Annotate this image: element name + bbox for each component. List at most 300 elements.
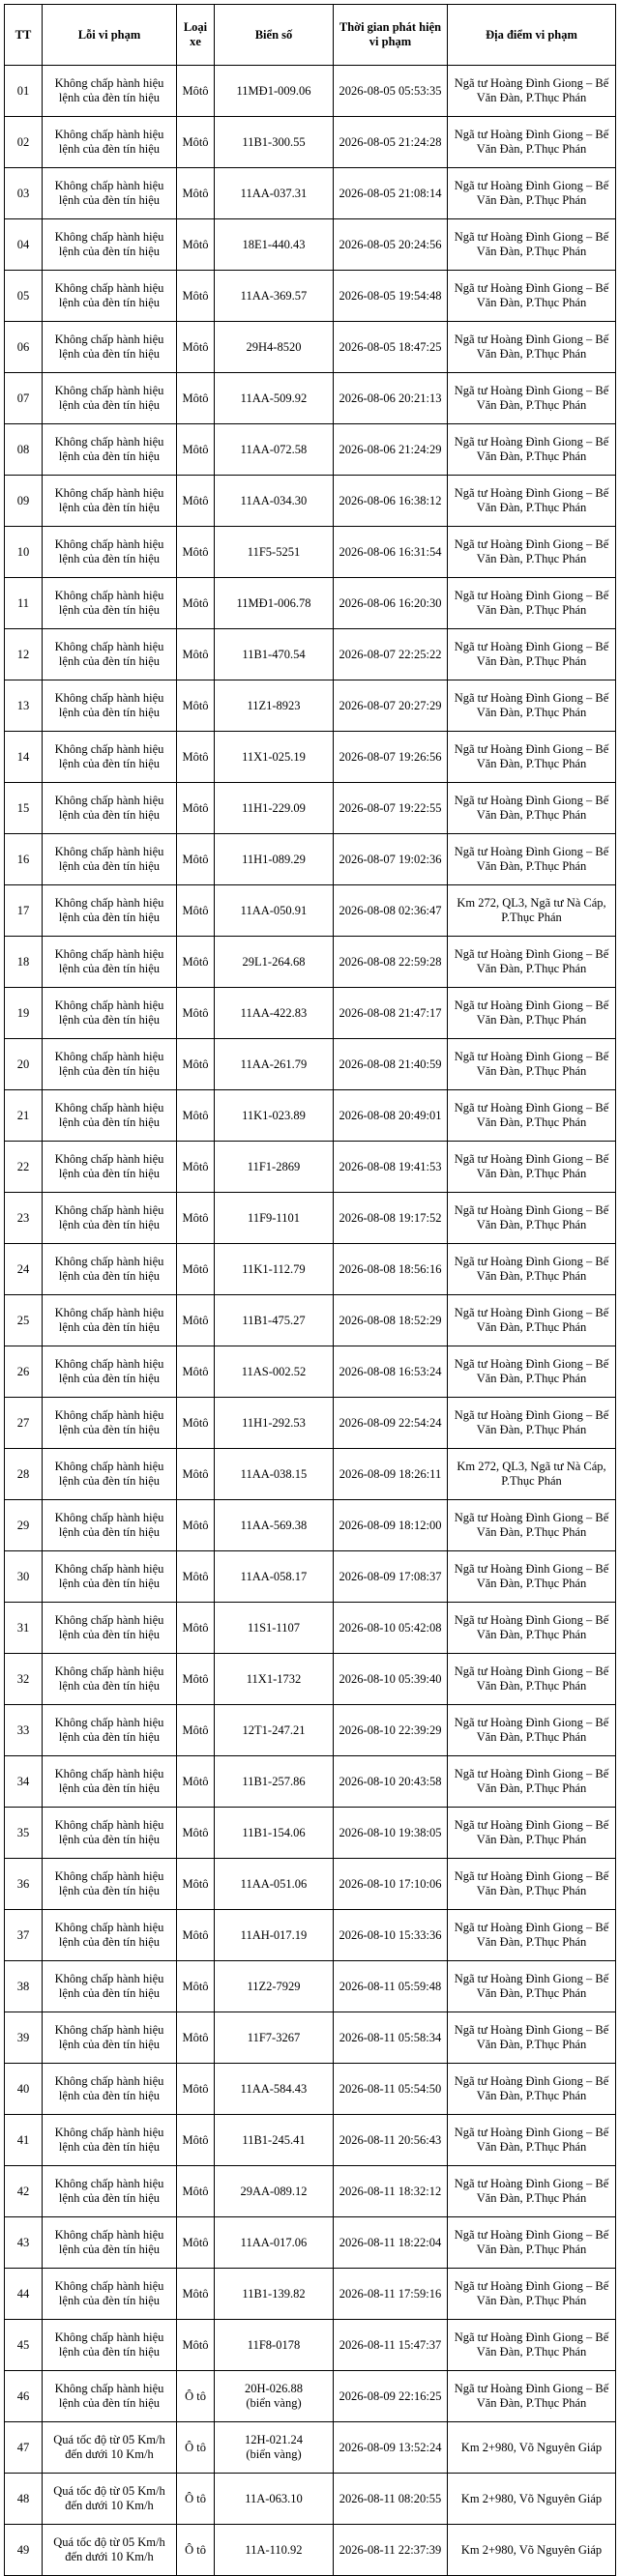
table-row xyxy=(5,322,616,373)
plate-number: 11AA-058.17 xyxy=(240,1569,308,1583)
cell-tt: 22 xyxy=(5,1142,43,1193)
table-row xyxy=(5,1961,616,2012)
plate-number: 18E1-440.43 xyxy=(242,237,306,251)
table-row xyxy=(5,1295,616,1346)
table-row xyxy=(5,1910,616,1961)
cell-vehicle-type: Môtô xyxy=(177,1244,215,1295)
plate-number: 11AA-261.79 xyxy=(240,1056,308,1071)
cell-plate xyxy=(215,1090,334,1142)
cell-plate xyxy=(215,885,334,937)
plate-number: 11AA-017.06 xyxy=(240,2235,308,2249)
cell-violation: Không chấp hành hiệu lệnh của đèn tín hiệu xyxy=(43,373,177,424)
plate-note: (biển vàng) xyxy=(246,2447,302,2461)
cell-violation: Không chấp hành hiệu lệnh của đèn tín hiệu xyxy=(43,2115,177,2166)
cell-tt: 17 xyxy=(5,885,43,937)
table-row xyxy=(5,2115,616,2166)
cell-vehicle-type: Môtô xyxy=(177,373,215,424)
table-row xyxy=(5,937,616,988)
cell-plate xyxy=(215,117,334,168)
cell-violation: Không chấp hành hiệu lệnh của đèn tín hiệu xyxy=(43,1910,177,1961)
cell-plate xyxy=(215,1346,334,1398)
cell-time: 2026-08-08 18:52:29 xyxy=(334,1295,448,1346)
cell-tt: 20 xyxy=(5,1039,43,1090)
plate-number: 11B1-475.27 xyxy=(242,1313,306,1327)
table-row xyxy=(5,2474,616,2525)
cell-time: 2026-08-08 22:59:28 xyxy=(334,937,448,988)
cell-violation: Không chấp hành hiệu lệnh của đèn tín hiệu xyxy=(43,2217,177,2269)
cell-violation: Không chấp hành hiệu lệnh của đèn tín hiệu xyxy=(43,1808,177,1859)
plate-number: 11Z2-7929 xyxy=(247,1979,301,1993)
plate-number: 11B1-139.82 xyxy=(242,2286,306,2301)
table-row xyxy=(5,732,616,783)
cell-location: Ngã tư Hoàng Đình Giong – Bế Văn Đàn, P.Thục Phán xyxy=(448,2371,616,2422)
cell-time: 2026-08-05 18:47:25 xyxy=(334,322,448,373)
cell-location: Ngã tư Hoàng Đình Giong – Bế Văn Đàn, P.Thục Phán xyxy=(448,1705,616,1756)
table-row xyxy=(5,2525,616,2576)
cell-time: 2026-08-05 21:08:14 xyxy=(334,168,448,219)
cell-vehicle-type: Môtô xyxy=(177,476,215,527)
cell-location: Ngã tư Hoàng Đình Giong – Bế Văn Đàn, P.Thục Phán xyxy=(448,1910,616,1961)
cell-time: 2026-08-10 17:10:06 xyxy=(334,1859,448,1910)
cell-location: Km 272, QL3, Ngã tư Nà Cáp, P.Thục Phán xyxy=(448,885,616,937)
cell-plate xyxy=(215,988,334,1039)
table-row xyxy=(5,527,616,578)
cell-time: 2026-08-07 19:22:55 xyxy=(334,783,448,834)
table-row xyxy=(5,2320,616,2371)
cell-plate xyxy=(215,373,334,424)
cell-violation: Quá tốc độ từ 05 Km/h đến dưới 10 Km/h xyxy=(43,2525,177,2576)
plate-number: 29AA-089.12 xyxy=(240,2184,308,2198)
table-row xyxy=(5,1705,616,1756)
cell-tt: 26 xyxy=(5,1346,43,1398)
cell-tt: 27 xyxy=(5,1398,43,1449)
cell-tt: 42 xyxy=(5,2166,43,2217)
cell-vehicle-type: Môtô xyxy=(177,1705,215,1756)
cell-vehicle-type: Môtô xyxy=(177,885,215,937)
cell-vehicle-type: Môtô xyxy=(177,834,215,885)
cell-time: 2026-08-11 22:37:39 xyxy=(334,2525,448,2576)
cell-plate xyxy=(215,2064,334,2115)
cell-plate xyxy=(215,1500,334,1551)
cell-location: Ngã tư Hoàng Đình Giong – Bế Văn Đàn, P.Thục Phán xyxy=(448,2115,616,2166)
cell-vehicle-type: Ô tô xyxy=(177,2422,215,2474)
table-row xyxy=(5,2012,616,2064)
cell-location: Ngã tư Hoàng Đình Giong – Bế Văn Đàn, P.Thục Phán xyxy=(448,988,616,1039)
table-row xyxy=(5,1346,616,1398)
cell-vehicle-type: Môtô xyxy=(177,680,215,732)
cell-plate xyxy=(215,1142,334,1193)
cell-tt: 33 xyxy=(5,1705,43,1756)
cell-violation: Không chấp hành hiệu lệnh của đèn tín hiệu xyxy=(43,476,177,527)
cell-time: 2026-08-07 19:26:56 xyxy=(334,732,448,783)
cell-plate xyxy=(215,1654,334,1705)
table-row xyxy=(5,1654,616,1705)
plate-number: 11F8-0178 xyxy=(247,2337,301,2352)
cell-violation: Không chấp hành hiệu lệnh của đèn tín hiệu xyxy=(43,219,177,271)
cell-time: 2026-08-08 18:56:16 xyxy=(334,1244,448,1295)
cell-plate xyxy=(215,1961,334,2012)
cell-tt: 18 xyxy=(5,937,43,988)
cell-vehicle-type: Môtô xyxy=(177,2115,215,2166)
cell-plate xyxy=(215,1449,334,1500)
cell-vehicle-type: Môtô xyxy=(177,1551,215,1603)
cell-tt: 12 xyxy=(5,629,43,680)
cell-location: Ngã tư Hoàng Đình Giong – Bế Văn Đàn, P.Thục Phán xyxy=(448,1346,616,1398)
cell-tt: 39 xyxy=(5,2012,43,2064)
table-row xyxy=(5,168,616,219)
cell-violation: Không chấp hành hiệu lệnh của đèn tín hiệu xyxy=(43,1654,177,1705)
cell-location: Ngã tư Hoàng Đình Giong – Bế Văn Đàn, P.Thục Phán xyxy=(448,1654,616,1705)
plate-number: 11AA-051.06 xyxy=(240,1876,308,1891)
cell-plate xyxy=(215,1551,334,1603)
cell-vehicle-type: Môtô xyxy=(177,1603,215,1654)
cell-plate xyxy=(215,1603,334,1654)
cell-plate xyxy=(215,1859,334,1910)
plate-number: 11AA-584.43 xyxy=(240,2081,308,2096)
table-row xyxy=(5,2217,616,2269)
cell-tt: 29 xyxy=(5,1500,43,1551)
cell-time: 2026-08-08 16:53:24 xyxy=(334,1346,448,1398)
plate-number: 11B1-154.06 xyxy=(242,1825,306,1839)
cell-location: Ngã tư Hoàng Đình Giong – Bế Văn Đàn, P.Thục Phán xyxy=(448,1500,616,1551)
cell-tt: 31 xyxy=(5,1603,43,1654)
cell-violation: Không chấp hành hiệu lệnh của đèn tín hiệu xyxy=(43,834,177,885)
cell-vehicle-type: Môtô xyxy=(177,1859,215,1910)
cell-time: 2026-08-09 18:12:00 xyxy=(334,1500,448,1551)
plate-number: 11F5-5251 xyxy=(247,544,301,559)
cell-location: Ngã tư Hoàng Đình Giong – Bế Văn Đàn, P.Thục Phán xyxy=(448,1756,616,1808)
plate-number: 20H-026.88 xyxy=(244,2382,304,2395)
cell-tt: 08 xyxy=(5,424,43,476)
cell-tt: 38 xyxy=(5,1961,43,2012)
cell-time: 2026-08-11 18:22:04 xyxy=(334,2217,448,2269)
cell-plate xyxy=(215,732,334,783)
cell-tt: 28 xyxy=(5,1449,43,1500)
cell-violation: Không chấp hành hiệu lệnh của đèn tín hiệu xyxy=(43,885,177,937)
table-row xyxy=(5,476,616,527)
cell-plate xyxy=(215,1244,334,1295)
cell-violation: Không chấp hành hiệu lệnh của đèn tín hiệu xyxy=(43,2371,177,2422)
header-vehicle-type: Loại xe xyxy=(177,5,215,66)
cell-location: Km 272, QL3, Ngã tư Nà Cáp, P.Thục Phán xyxy=(448,1449,616,1500)
cell-time: 2026-08-05 20:24:56 xyxy=(334,219,448,271)
cell-location: Ngã tư Hoàng Đình Giong – Bế Văn Đàn, P.Thục Phán xyxy=(448,1859,616,1910)
cell-time: 2026-08-09 18:26:11 xyxy=(334,1449,448,1500)
table-row xyxy=(5,783,616,834)
cell-location: Ngã tư Hoàng Đình Giong – Bế Văn Đàn, P.Thục Phán xyxy=(448,732,616,783)
table-row xyxy=(5,1398,616,1449)
cell-vehicle-type: Môtô xyxy=(177,2166,215,2217)
plate-number: 11AA-050.91 xyxy=(240,903,308,917)
cell-vehicle-type: Môtô xyxy=(177,1398,215,1449)
cell-plate xyxy=(215,2525,334,2576)
cell-plate xyxy=(215,2474,334,2525)
plate-number: 11S1-1107 xyxy=(248,1620,300,1635)
cell-location: Ngã tư Hoàng Đình Giong – Bế Văn Đàn, P.Thục Phán xyxy=(448,117,616,168)
plate-number: 11B1-470.54 xyxy=(242,647,306,661)
cell-vehicle-type: Môtô xyxy=(177,2012,215,2064)
plate-number: 11X1-1732 xyxy=(246,1671,302,1686)
header-location: Địa điểm vi phạm xyxy=(448,5,616,66)
table-row xyxy=(5,2064,616,2115)
plate-number: 11F7-3267 xyxy=(247,2030,301,2044)
cell-time: 2026-08-08 19:17:52 xyxy=(334,1193,448,1244)
cell-location: Ngã tư Hoàng Đình Giong – Bế Văn Đàn, P.Thục Phán xyxy=(448,1039,616,1090)
plate-number: 11H1-229.09 xyxy=(242,800,306,815)
table-row xyxy=(5,2166,616,2217)
plate-number: 11AA-072.58 xyxy=(240,442,308,456)
cell-violation: Không chấp hành hiệu lệnh của đèn tín hiệu xyxy=(43,424,177,476)
cell-tt: 19 xyxy=(5,988,43,1039)
cell-tt: 40 xyxy=(5,2064,43,2115)
cell-vehicle-type: Môtô xyxy=(177,783,215,834)
plate-number: 29H4-8520 xyxy=(246,339,302,354)
cell-violation: Không chấp hành hiệu lệnh của đèn tín hiệu xyxy=(43,988,177,1039)
cell-plate xyxy=(215,2371,334,2422)
cell-violation: Không chấp hành hiệu lệnh của đèn tín hiệu xyxy=(43,578,177,629)
plate-number: 11AA-369.57 xyxy=(240,288,308,303)
cell-plate xyxy=(215,578,334,629)
cell-vehicle-type: Môtô xyxy=(177,1654,215,1705)
table-row xyxy=(5,2371,616,2422)
plate-number: 11F1-2869 xyxy=(247,1159,301,1173)
cell-violation: Không chấp hành hiệu lệnh của đèn tín hiệu xyxy=(43,2166,177,2217)
cell-vehicle-type: Môtô xyxy=(177,322,215,373)
cell-time: 2026-08-10 22:39:29 xyxy=(334,1705,448,1756)
cell-location: Km 2+980, Võ Nguyên Giáp xyxy=(448,2474,616,2525)
plate-number: 11F9-1101 xyxy=(248,1210,300,1225)
cell-time: 2026-08-06 16:20:30 xyxy=(334,578,448,629)
cell-location: Ngã tư Hoàng Đình Giong – Bế Văn Đàn, P.Thục Phán xyxy=(448,219,616,271)
plate-number: 29L1-264.68 xyxy=(242,954,306,969)
cell-tt: 03 xyxy=(5,168,43,219)
cell-location: Ngã tư Hoàng Đình Giong – Bế Văn Đàn, P.Thục Phán xyxy=(448,834,616,885)
cell-plate xyxy=(215,2217,334,2269)
cell-violation: Quá tốc độ từ 05 Km/h đến dưới 10 Km/h xyxy=(43,2422,177,2474)
cell-time: 2026-08-08 21:47:17 xyxy=(334,988,448,1039)
cell-plate xyxy=(215,66,334,117)
cell-violation: Không chấp hành hiệu lệnh của đèn tín hiệu xyxy=(43,937,177,988)
cell-violation: Không chấp hành hiệu lệnh của đèn tín hiệu xyxy=(43,1859,177,1910)
plate-number: 11B1-257.86 xyxy=(242,1774,306,1788)
cell-plate xyxy=(215,1756,334,1808)
cell-violation: Không chấp hành hiệu lệnh của đèn tín hiệu xyxy=(43,271,177,322)
cell-tt: 44 xyxy=(5,2269,43,2320)
cell-vehicle-type: Môtô xyxy=(177,1961,215,2012)
cell-violation: Không chấp hành hiệu lệnh của đèn tín hiệu xyxy=(43,322,177,373)
cell-location: Ngã tư Hoàng Đình Giong – Bế Văn Đàn, P.Thục Phán xyxy=(448,680,616,732)
cell-tt: 37 xyxy=(5,1910,43,1961)
plate-number: 11AA-509.92 xyxy=(240,391,308,405)
cell-tt: 21 xyxy=(5,1090,43,1142)
table-row xyxy=(5,1244,616,1295)
cell-vehicle-type: Môtô xyxy=(177,66,215,117)
cell-vehicle-type: Môtô xyxy=(177,219,215,271)
cell-vehicle-type: Môtô xyxy=(177,1910,215,1961)
table-body xyxy=(5,66,616,2576)
cell-vehicle-type: Môtô xyxy=(177,2320,215,2371)
cell-tt: 14 xyxy=(5,732,43,783)
cell-tt: 10 xyxy=(5,527,43,578)
plate-number: 11H1-089.29 xyxy=(242,852,306,866)
cell-tt: 32 xyxy=(5,1654,43,1705)
plate-number: 11AA-037.31 xyxy=(240,186,308,200)
cell-time: 2026-08-09 22:16:25 xyxy=(334,2371,448,2422)
cell-time: 2026-08-06 16:38:12 xyxy=(334,476,448,527)
table-row xyxy=(5,1142,616,1193)
plate-number: 11B1-300.55 xyxy=(242,134,306,149)
cell-plate xyxy=(215,2115,334,2166)
cell-plate xyxy=(215,1705,334,1756)
table-row xyxy=(5,1449,616,1500)
cell-violation: Không chấp hành hiệu lệnh của đèn tín hiệu xyxy=(43,732,177,783)
table-row xyxy=(5,271,616,322)
cell-plate xyxy=(215,1398,334,1449)
cell-tt: 24 xyxy=(5,1244,43,1295)
cell-violation: Không chấp hành hiệu lệnh của đèn tín hiệu xyxy=(43,2320,177,2371)
plate-number: 11MĐ1-009.06 xyxy=(236,83,311,98)
table-row xyxy=(5,117,616,168)
cell-vehicle-type: Môtô xyxy=(177,271,215,322)
cell-tt: 16 xyxy=(5,834,43,885)
cell-tt: 36 xyxy=(5,1859,43,1910)
cell-location: Ngã tư Hoàng Đình Giong – Bế Văn Đàn, P.Thục Phán xyxy=(448,2320,616,2371)
table-row xyxy=(5,66,616,117)
cell-violation: Không chấp hành hiệu lệnh của đèn tín hiệu xyxy=(43,1449,177,1500)
cell-plate xyxy=(215,937,334,988)
cell-violation: Không chấp hành hiệu lệnh của đèn tín hiệu xyxy=(43,1551,177,1603)
cell-time: 2026-08-10 15:33:36 xyxy=(334,1910,448,1961)
cell-vehicle-type: Ô tô xyxy=(177,2474,215,2525)
cell-time: 2026-08-06 20:21:13 xyxy=(334,373,448,424)
cell-plate xyxy=(215,219,334,271)
cell-time: 2026-08-08 02:36:47 xyxy=(334,885,448,937)
cell-vehicle-type: Môtô xyxy=(177,168,215,219)
cell-location: Ngã tư Hoàng Đình Giong – Bế Văn Đàn, P.Thục Phán xyxy=(448,1193,616,1244)
cell-violation: Không chấp hành hiệu lệnh của đèn tín hiệu xyxy=(43,680,177,732)
cell-time: 2026-08-08 21:40:59 xyxy=(334,1039,448,1090)
header-time: Thời gian phát hiện vi phạm xyxy=(334,5,448,66)
table-row xyxy=(5,2269,616,2320)
cell-location: Km 2+980, Võ Nguyên Giáp xyxy=(448,2525,616,2576)
plate-number: 11B1-245.41 xyxy=(242,2132,306,2147)
cell-location: Ngã tư Hoàng Đình Giong – Bế Văn Đàn, P.Thục Phán xyxy=(448,1398,616,1449)
cell-plate xyxy=(215,2269,334,2320)
table-row xyxy=(5,885,616,937)
cell-location: Ngã tư Hoàng Đình Giong – Bế Văn Đàn, P.Thục Phán xyxy=(448,2166,616,2217)
cell-location: Ngã tư Hoàng Đình Giong – Bế Văn Đàn, P.Thục Phán xyxy=(448,1090,616,1142)
cell-plate xyxy=(215,1039,334,1090)
cell-time: 2026-08-11 05:59:48 xyxy=(334,1961,448,2012)
cell-vehicle-type: Môtô xyxy=(177,1500,215,1551)
cell-tt: 34 xyxy=(5,1756,43,1808)
plate-number: 11K1-112.79 xyxy=(242,1261,306,1276)
table-row xyxy=(5,1551,616,1603)
cell-plate xyxy=(215,680,334,732)
cell-tt: 13 xyxy=(5,680,43,732)
cell-plate xyxy=(215,629,334,680)
plate-number: 11H1-292.53 xyxy=(242,1415,306,1430)
cell-plate xyxy=(215,2320,334,2371)
cell-location: Ngã tư Hoàng Đình Giong – Bế Văn Đàn, P.Thục Phán xyxy=(448,1551,616,1603)
cell-violation: Không chấp hành hiệu lệnh của đèn tín hiệu xyxy=(43,1603,177,1654)
cell-tt: 25 xyxy=(5,1295,43,1346)
cell-plate xyxy=(215,1808,334,1859)
cell-time: 2026-08-07 20:27:29 xyxy=(334,680,448,732)
cell-location: Ngã tư Hoàng Đình Giong – Bế Văn Đàn, P.Thục Phán xyxy=(448,1961,616,2012)
table-row xyxy=(5,1090,616,1142)
cell-tt: 15 xyxy=(5,783,43,834)
cell-location: Ngã tư Hoàng Đình Giong – Bế Văn Đàn, P.Thục Phán xyxy=(448,1244,616,1295)
cell-plate xyxy=(215,2422,334,2474)
cell-time: 2026-08-10 19:38:05 xyxy=(334,1808,448,1859)
cell-tt: 11 xyxy=(5,578,43,629)
cell-time: 2026-08-06 21:24:29 xyxy=(334,424,448,476)
cell-tt: 06 xyxy=(5,322,43,373)
cell-plate xyxy=(215,271,334,322)
cell-violation: Không chấp hành hiệu lệnh của đèn tín hiệu xyxy=(43,1398,177,1449)
cell-time: 2026-08-11 15:47:37 xyxy=(334,2320,448,2371)
cell-tt: 49 xyxy=(5,2525,43,2576)
cell-location: Ngã tư Hoàng Đình Giong – Bế Văn Đàn, P.Thục Phán xyxy=(448,424,616,476)
cell-time: 2026-08-11 08:20:55 xyxy=(334,2474,448,2525)
cell-location: Ngã tư Hoàng Đình Giong – Bế Văn Đàn, P.Thục Phán xyxy=(448,1808,616,1859)
cell-time: 2026-08-11 05:58:34 xyxy=(334,2012,448,2064)
cell-vehicle-type: Môtô xyxy=(177,578,215,629)
plate-number: 11AA-034.30 xyxy=(240,493,308,507)
table-row xyxy=(5,2422,616,2474)
cell-location: Ngã tư Hoàng Đình Giong – Bế Văn Đàn, P.Thục Phán xyxy=(448,1603,616,1654)
cell-violation: Không chấp hành hiệu lệnh của đèn tín hiệu xyxy=(43,1039,177,1090)
cell-vehicle-type: Môtô xyxy=(177,2064,215,2115)
table-row xyxy=(5,1039,616,1090)
cell-location: Ngã tư Hoàng Đình Giong – Bế Văn Đàn, P.Thục Phán xyxy=(448,527,616,578)
violations-table xyxy=(4,4,616,2576)
cell-violation: Không chấp hành hiệu lệnh của đèn tín hiệu xyxy=(43,527,177,578)
cell-violation: Không chấp hành hiệu lệnh của đèn tín hiệu xyxy=(43,1705,177,1756)
cell-tt: 07 xyxy=(5,373,43,424)
cell-plate xyxy=(215,476,334,527)
cell-location: Ngã tư Hoàng Đình Giong – Bế Văn Đàn, P.Thục Phán xyxy=(448,322,616,373)
cell-tt: 01 xyxy=(5,66,43,117)
cell-time: 2026-08-11 18:32:12 xyxy=(334,2166,448,2217)
cell-tt: 46 xyxy=(5,2371,43,2422)
cell-location: Ngã tư Hoàng Đình Giong – Bế Văn Đàn, P.Thục Phán xyxy=(448,373,616,424)
cell-violation: Không chấp hành hiệu lệnh của đèn tín hiệu xyxy=(43,66,177,117)
cell-time: 2026-08-07 22:25:22 xyxy=(334,629,448,680)
cell-location: Ngã tư Hoàng Đình Giong – Bế Văn Đàn, P.Thục Phán xyxy=(448,1295,616,1346)
cell-violation: Không chấp hành hiệu lệnh của đèn tín hiệu xyxy=(43,1142,177,1193)
cell-location: Ngã tư Hoàng Đình Giong – Bế Văn Đàn, P.Thục Phán xyxy=(448,937,616,988)
cell-plate xyxy=(215,783,334,834)
cell-plate xyxy=(215,1910,334,1961)
cell-time: 2026-08-07 19:02:36 xyxy=(334,834,448,885)
cell-plate xyxy=(215,2012,334,2064)
table-row xyxy=(5,1808,616,1859)
cell-violation: Không chấp hành hiệu lệnh của đèn tín hiệu xyxy=(43,2064,177,2115)
cell-violation: Không chấp hành hiệu lệnh của đèn tín hiệu xyxy=(43,1244,177,1295)
plate-number: 11MĐ1-006.78 xyxy=(236,595,311,610)
cell-vehicle-type: Môtô xyxy=(177,1756,215,1808)
cell-vehicle-type: Môtô xyxy=(177,629,215,680)
cell-violation: Không chấp hành hiệu lệnh của đèn tín hiệu xyxy=(43,1756,177,1808)
table-row xyxy=(5,1500,616,1551)
plate-number: 11Z1-8923 xyxy=(247,698,301,712)
plate-number: 11X1-025.19 xyxy=(242,749,306,764)
cell-violation: Không chấp hành hiệu lệnh của đèn tín hiệu xyxy=(43,2269,177,2320)
cell-tt: 41 xyxy=(5,2115,43,2166)
cell-vehicle-type: Môtô xyxy=(177,732,215,783)
